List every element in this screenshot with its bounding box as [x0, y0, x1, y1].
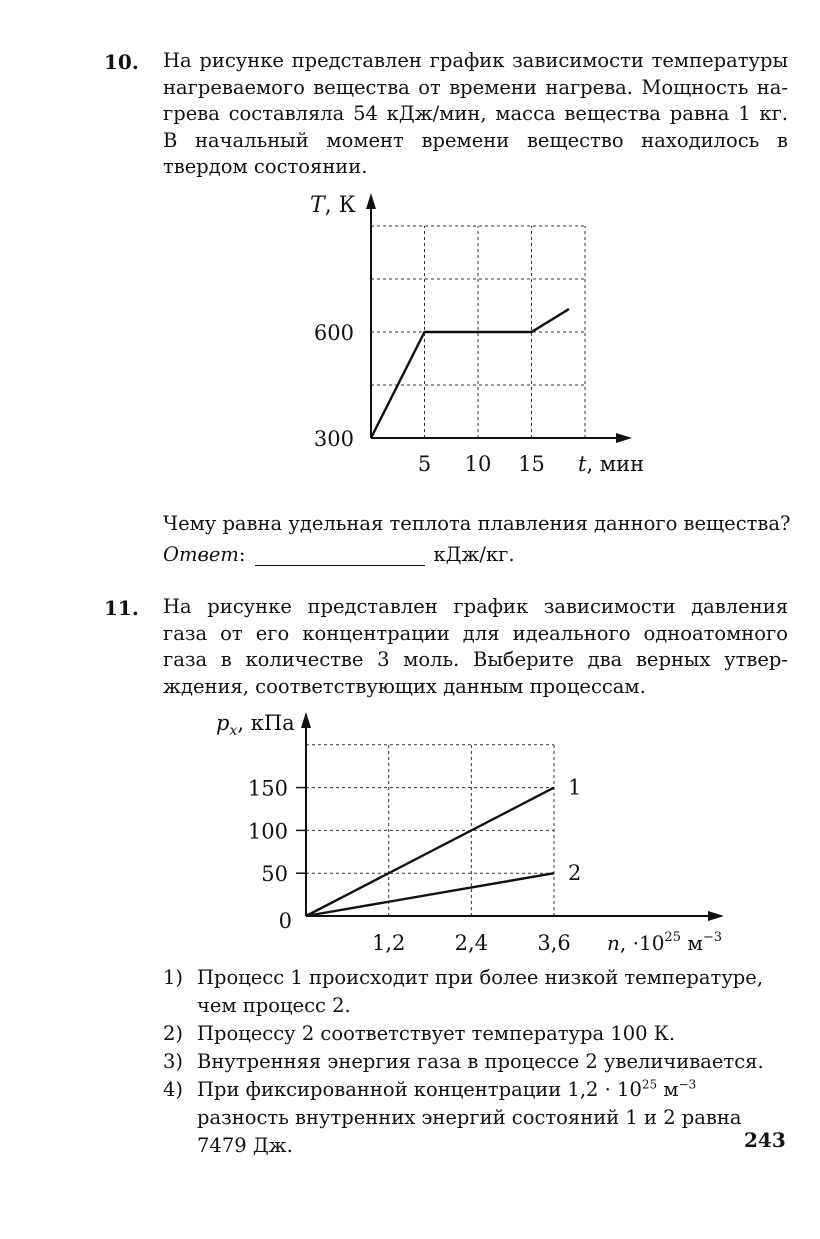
- y-tick-label: 100: [247, 819, 288, 844]
- x-tick-label: 3,6: [537, 931, 571, 955]
- x-axis-arrow: [616, 433, 632, 443]
- y-axis-label: $p_x$, кПа: [216, 711, 295, 739]
- option-exponent: 25: [641, 1077, 658, 1092]
- option-number: 1): [163, 966, 184, 989]
- x-tick-label: 1,2: [371, 931, 406, 955]
- x-tick-label: 10: [464, 452, 492, 476]
- problem-10-line: нагреваемого вещества от времени нагрева. Мощность на-: [163, 75, 788, 99]
- problem-11-line: газа от его концентрации для идеального одноатомного: [163, 621, 788, 645]
- option-3[interactable]: [163, 1048, 788, 1076]
- problem-11-line: газа в количестве 3 моль. Выберите два верных утвер-: [163, 648, 788, 671]
- answer-colon: :: [238, 543, 246, 566]
- option-number: 3): [163, 1050, 184, 1073]
- x-tick-label: 5: [417, 452, 432, 476]
- option-text-part: При фиксированной концентрации 1,2 · 10: [197, 1078, 642, 1101]
- problem-11-text: [163, 594, 788, 700]
- problem-10-line: На рисунке представлен график зависимости температуры: [163, 49, 788, 72]
- x-axis-label: t, мин: [578, 452, 645, 476]
- y-tick-label: 150: [247, 776, 288, 801]
- x-axis-arrow: [708, 911, 724, 921]
- option-text: Процессу 2 соответствует температура 100 К.: [197, 1022, 676, 1045]
- answer-blank[interactable]: [255, 547, 425, 566]
- y-tick-label: 0: [278, 909, 292, 933]
- series-line-temperature: [371, 309, 569, 438]
- pressure-concentration-chart: [0, 700, 820, 960]
- option-text-part: разность внутренних энергий состояний 1 и 2 равна 7479 Дж.: [197, 1106, 742, 1157]
- problem-10-line: грева составляла 54 кДж/мин, масса вещества равна 1 кг.: [163, 102, 788, 125]
- y-axis-arrow: [366, 193, 376, 209]
- series-label-1: 1: [568, 775, 582, 800]
- series-label-2: 2: [568, 861, 582, 886]
- option-text: Внутренняя энергия газа в процессе 2 увеличивается.: [197, 1050, 764, 1073]
- series-line-2: [306, 873, 554, 916]
- problem-10-question: Чему равна удельная теплота плавления данного вещества?: [163, 512, 791, 535]
- x-axis-label: n, $\cdot 10^{25}$ $м^{-3}$: [607, 930, 723, 955]
- problem-10-answer: [163, 543, 515, 566]
- answer-options: [163, 964, 788, 1160]
- option-text-part: м: [657, 1078, 679, 1101]
- problem-11-number: 11.: [104, 596, 139, 620]
- page-number: 243: [744, 1128, 786, 1152]
- answer-label: Ответ: [163, 543, 239, 566]
- temperature-time-chart: [0, 0, 820, 500]
- problem-11-line: На рисунке представлен график зависимости давления: [163, 595, 788, 618]
- y-tick-label: 300: [313, 427, 354, 451]
- problem-10-line: твердом состоянии.: [163, 155, 368, 178]
- option-number: 4): [163, 1078, 184, 1101]
- problem-10-number: 10.: [104, 50, 139, 74]
- option-2[interactable]: [163, 1020, 788, 1048]
- y-axis-arrow: [301, 712, 311, 728]
- option-text: [197, 1076, 788, 1160]
- option-number: 2): [163, 1022, 184, 1045]
- option-1[interactable]: [163, 964, 788, 1020]
- y-tick-label: 600: [313, 321, 354, 346]
- x-tick-label: 15: [518, 452, 545, 476]
- problem-10-line: В начальный момент времени вещество находилось в: [163, 128, 788, 152]
- option-4[interactable]: [163, 1076, 788, 1160]
- problem-11-line: ждения, соответствующих данным процессам.: [163, 674, 646, 698]
- option-text: Процесс 1 происходит при более низкой температуре, чем процесс 2.: [197, 966, 764, 1017]
- answer-unit: кДж/кг.: [433, 543, 515, 566]
- series-line-1: [306, 788, 554, 916]
- y-axis-label: T, К: [310, 193, 356, 218]
- x-tick-label: 2,4: [454, 931, 489, 955]
- option-exponent: −3: [678, 1077, 697, 1092]
- y-tick-label: 50: [261, 862, 288, 887]
